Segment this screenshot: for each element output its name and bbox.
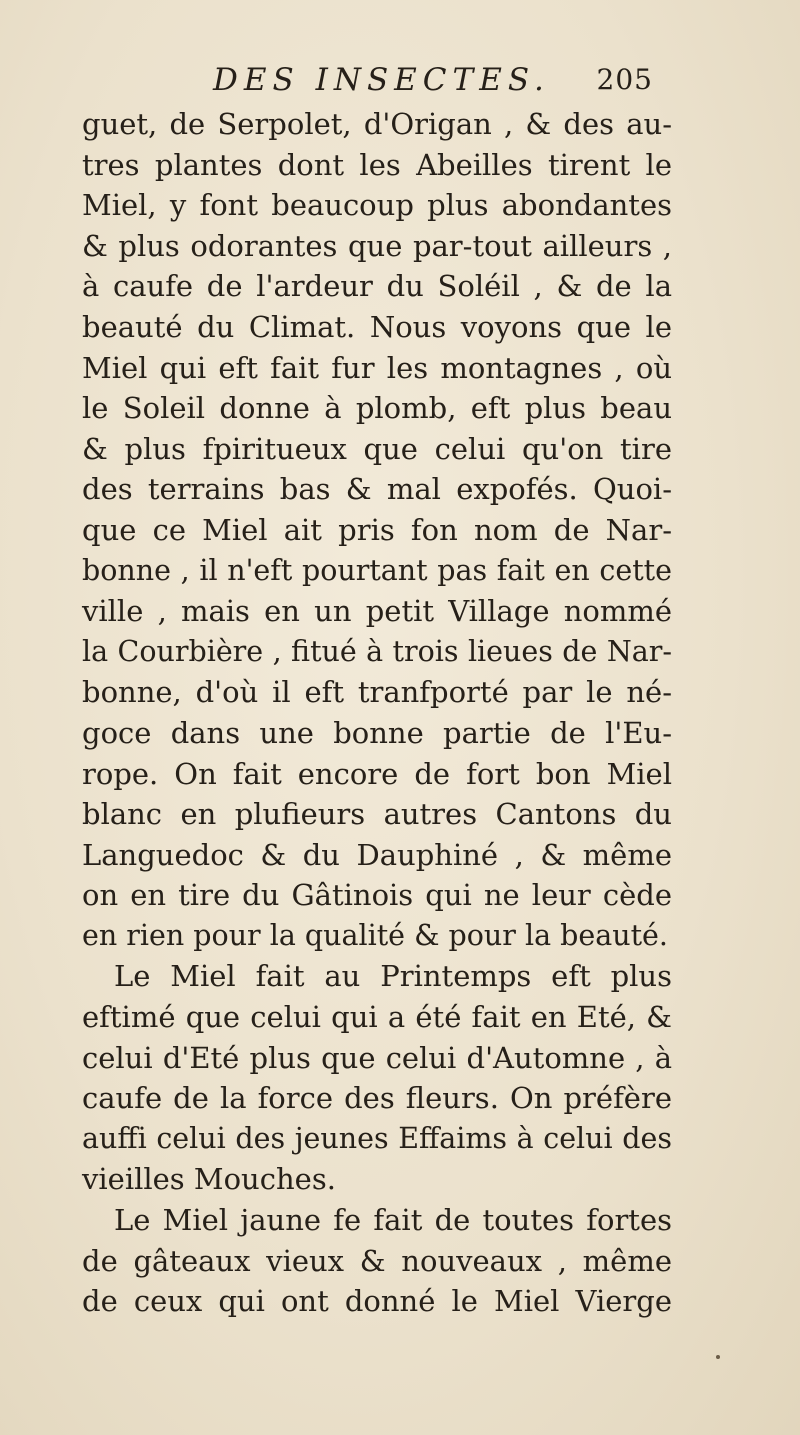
- text-line: de gâteaux vieux & nouveaux , même: [82, 1243, 672, 1278]
- paper-speck: [716, 1355, 720, 1359]
- text-line: blanc en plufieurs autres Cantons du: [82, 797, 672, 832]
- body-text: [82, 104, 672, 1322]
- page-number: 205: [596, 63, 653, 96]
- text-line: on en tire du Gâtinois qui ne leur cède: [82, 878, 672, 913]
- text-line: Le Miel jaune fe fait de toutes fortes: [114, 1203, 672, 1238]
- text-line: la Courbière , fitué à trois lieues de Nar-: [82, 634, 672, 668]
- text-line: à caufe de l'ardeur du Soléil , & de la: [82, 269, 672, 304]
- text-line: que ce Miel ait pris fon nom de Nar-: [82, 512, 672, 547]
- text-line: Le Miel fait au Printemps eft plus: [114, 959, 672, 994]
- text-line: en rien pour la qualité & pour la beauté.: [82, 918, 668, 952]
- text-line: de ceux qui ont donné le Miel Vierge: [82, 1284, 672, 1319]
- text-line: tres plantes dont les Abeilles tirent le: [82, 147, 672, 182]
- running-head: [213, 60, 653, 100]
- text-line: ville , mais en un petit Village nommé: [82, 594, 672, 629]
- text-line: des terrains bas & mal expofés. Quoi-: [82, 472, 672, 507]
- text-line: & plus fpiritueux que celui qu'on tire: [82, 431, 672, 466]
- text-line: bonne , il n'eft pourtant pas fait en cette: [82, 553, 672, 587]
- text-line: beauté du Climat. Nous voyons que le: [82, 309, 672, 344]
- text-line: guet, de Serpolet, d'Origan , & des au-: [82, 107, 672, 141]
- text-line: vieilles Mouches.: [82, 1162, 336, 1197]
- text-line: le Soleil donne à plomb, eft plus beau: [82, 391, 672, 426]
- text-line: bonne, d'où il eft tranfporté par le né-: [82, 675, 672, 710]
- text-line: celui d'Eté plus que celui d'Automne , à: [82, 1040, 672, 1075]
- text-line: Miel, y font beaucoup plus abondantes: [82, 188, 672, 223]
- text-line: & plus odorantes que par-tout ailleurs ,: [82, 228, 672, 263]
- text-line: auffi celui des jeunes Effaims à celui des: [82, 1121, 672, 1155]
- running-head-title: DES INSECTES.: [213, 62, 550, 98]
- text-line: rope. On fait encore de fort bon Miel: [82, 756, 672, 791]
- text-line: Languedoc & du Dauphiné , & même: [82, 837, 672, 872]
- text-line: caufe de la force des fleurs. On préfère: [82, 1081, 672, 1116]
- text-line: Miel qui eft fait fur les montagnes , où: [82, 350, 672, 385]
- text-line: goce dans une bonne partie de l'Eu-: [82, 715, 672, 750]
- text-line: eftimé que celui qui a été fait en Eté, &: [82, 1000, 672, 1035]
